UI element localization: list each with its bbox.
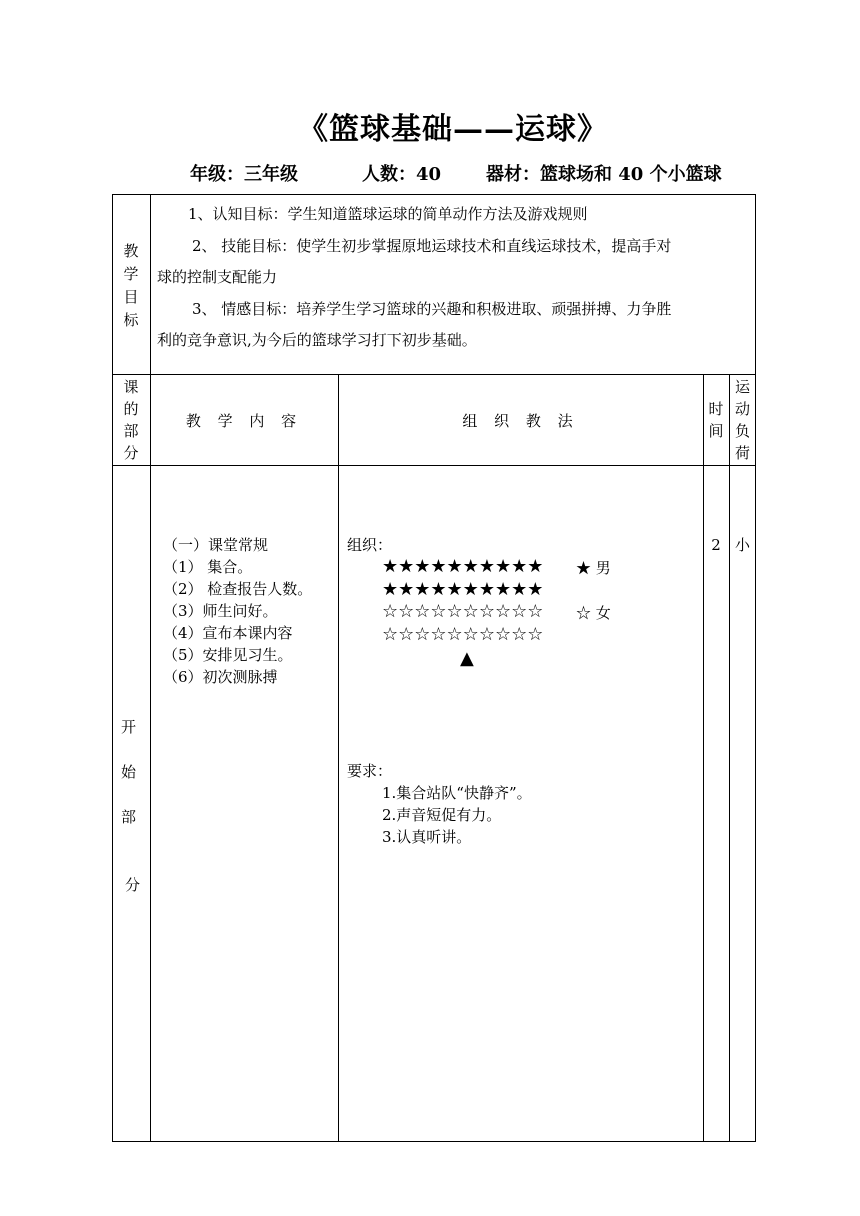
- col-divider-method: [703, 374, 704, 1142]
- col-divider-content: [338, 374, 339, 1142]
- list-item: （6）初次测脉搏: [163, 668, 278, 686]
- goal-cognitive: 1、认知目标：学生知道篮球运球的简单动作方法及游戏规则: [188, 205, 588, 223]
- start-part-char-2: 始: [121, 763, 137, 781]
- list-item: （4）宣布本课内容: [163, 624, 293, 642]
- requirements-list: [382, 782, 532, 848]
- teacher-marker: ▲: [460, 648, 474, 669]
- start-load-value: 小: [734, 536, 750, 554]
- header-bottom-rule: [112, 465, 756, 466]
- goals-bottom-rule: [112, 374, 756, 375]
- list-item: 2.声音短促有力。: [382, 806, 502, 824]
- list-item: 1.集合站队“快静齐”。: [382, 784, 532, 802]
- list-item: （3）师生问好。: [163, 602, 278, 620]
- header-method: 组 织 教 法: [462, 412, 579, 430]
- list-item: 3.认真听讲。: [382, 828, 472, 846]
- page-title: 《篮球基础——运球》: [298, 112, 608, 147]
- girls-legend: ☆ 女: [576, 604, 611, 622]
- goal-affective: 3、 情感目标：培养学生学习篮球的兴趣和积极进取、顽强拼搏、力争胜: [192, 300, 672, 318]
- content-list: [163, 534, 312, 688]
- header-content: 教 学 内 容: [185, 412, 303, 430]
- goals-divider: [150, 194, 151, 375]
- list-item: （2） 检查报告人数。: [163, 580, 313, 598]
- header-part: 课 的 部 分: [123, 378, 139, 462]
- start-time-value: 2: [711, 536, 721, 554]
- col-divider-part: [150, 374, 151, 1142]
- requirements-label: 要求：: [347, 762, 393, 780]
- list-item: （5）安排见习生。: [163, 646, 293, 664]
- list-item: （1） 集合。: [163, 558, 253, 576]
- goal-skill-cont: 球的控制支配能力: [157, 268, 278, 286]
- grade-info: 年级：三年级: [190, 164, 298, 185]
- boys-row-1: ★★★★★★★★★★: [382, 556, 544, 577]
- student-count-info: 人数：40: [362, 164, 442, 185]
- goal-affective-cont: 利的竞争意识,为今后的篮球学习打下初步基础。: [157, 331, 477, 349]
- start-part-char-4: 分: [125, 876, 141, 894]
- start-part-char-1: 开: [121, 718, 137, 736]
- goal-skill: 2、 技能目标：使学生初步掌握原地运球技术和直线运球技术，提高手对: [192, 237, 672, 255]
- goals-label: 教 学 目 标: [123, 242, 139, 329]
- col-divider-time: [729, 374, 730, 1142]
- list-item: （一）课堂常规: [163, 536, 269, 554]
- boys-legend: ★ 男: [576, 559, 611, 577]
- start-part-char-3: 部: [121, 808, 137, 826]
- organization-label: 组织：: [347, 536, 393, 554]
- boys-row-2: ★★★★★★★★★★: [382, 579, 544, 600]
- equipment-info: 器材：篮球场和 40 个小篮球: [486, 164, 722, 185]
- girls-row-1: ☆☆☆☆☆☆☆☆☆☆: [382, 601, 544, 622]
- girls-row-2: ☆☆☆☆☆☆☆☆☆☆: [382, 624, 544, 645]
- header-time: 时 间: [708, 400, 724, 440]
- header-load: 运 动 负 荷: [734, 378, 750, 462]
